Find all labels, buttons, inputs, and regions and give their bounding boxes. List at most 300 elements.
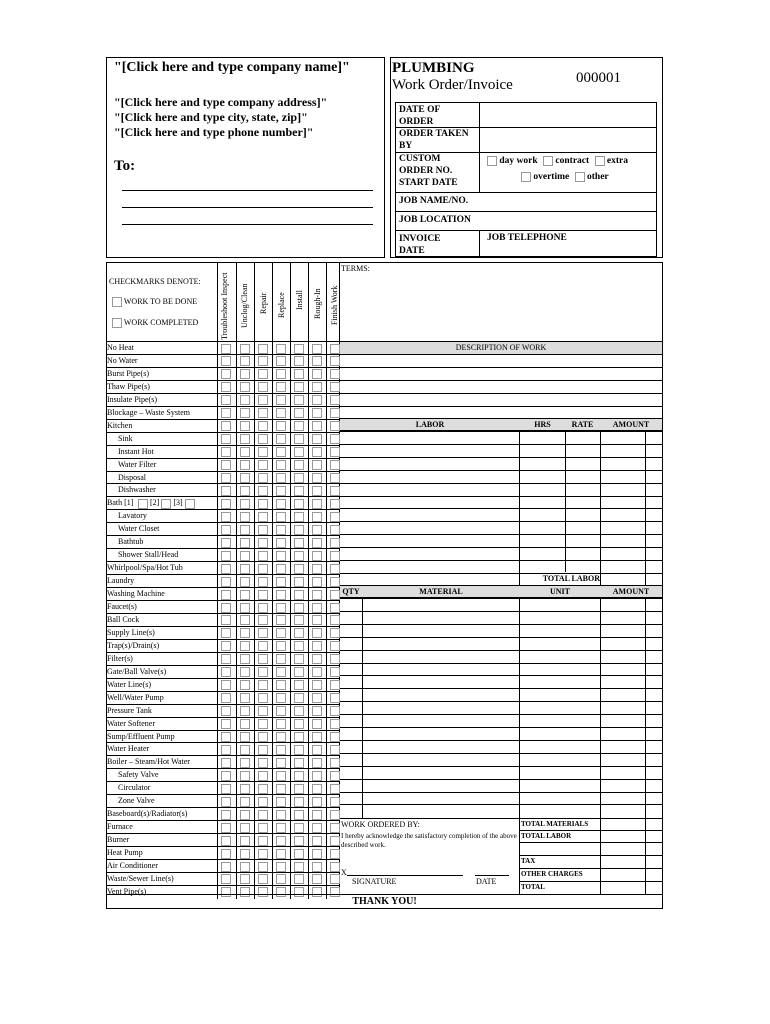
item-checkbox[interactable] — [276, 395, 286, 405]
item-checkbox[interactable] — [312, 771, 322, 781]
item-checkbox[interactable] — [294, 784, 304, 794]
item-checkbox[interactable] — [221, 810, 231, 820]
item-checkbox[interactable] — [276, 810, 286, 820]
item-checkbox[interactable] — [294, 564, 304, 574]
company-name[interactable]: "[Click here and type company name]" — [114, 60, 350, 75]
item-checkbox[interactable] — [294, 797, 304, 807]
item-checkbox[interactable] — [330, 745, 340, 755]
item-checkbox[interactable] — [294, 460, 304, 470]
item-checkbox[interactable] — [240, 680, 250, 690]
item-checkbox[interactable] — [276, 408, 286, 418]
item-checkbox[interactable] — [312, 862, 322, 872]
item-checkbox[interactable] — [294, 499, 304, 509]
bath1-checkbox[interactable] — [138, 499, 148, 509]
item-checkbox[interactable] — [240, 369, 250, 379]
item-checkbox[interactable] — [221, 395, 231, 405]
item-checkbox[interactable] — [221, 473, 231, 483]
item-checkbox[interactable] — [330, 382, 340, 392]
date-line[interactable] — [475, 875, 509, 876]
item-checkbox[interactable] — [221, 797, 231, 807]
item-checkbox[interactable] — [312, 395, 322, 405]
item-checkbox[interactable] — [221, 667, 231, 677]
item-checkbox[interactable] — [276, 538, 286, 548]
item-checkbox[interactable] — [276, 590, 286, 600]
item-checkbox[interactable] — [312, 369, 322, 379]
item-checkbox[interactable] — [330, 797, 340, 807]
item-checkbox[interactable] — [258, 810, 268, 820]
item-checkbox[interactable] — [330, 628, 340, 638]
item-checkbox[interactable] — [294, 719, 304, 729]
item-checkbox[interactable] — [276, 499, 286, 509]
item-checkbox[interactable] — [240, 525, 250, 535]
item-checkbox[interactable] — [312, 641, 322, 651]
bath2-checkbox[interactable] — [161, 499, 171, 509]
item-checkbox[interactable] — [294, 693, 304, 703]
item-checkbox[interactable] — [276, 525, 286, 535]
item-checkbox[interactable] — [276, 784, 286, 794]
item-checkbox[interactable] — [221, 732, 231, 742]
item-checkbox[interactable] — [312, 564, 322, 574]
item-checkbox[interactable] — [294, 486, 304, 496]
item-checkbox[interactable] — [221, 577, 231, 587]
item-checkbox[interactable] — [258, 356, 268, 366]
item-checkbox[interactable] — [276, 603, 286, 613]
item-checkbox[interactable] — [240, 512, 250, 522]
item-checkbox[interactable] — [330, 473, 340, 483]
item-checkbox[interactable] — [294, 395, 304, 405]
item-checkbox[interactable] — [258, 344, 268, 354]
item-checkbox[interactable] — [294, 836, 304, 846]
signature-line[interactable] — [347, 875, 463, 876]
item-checkbox[interactable] — [240, 590, 250, 600]
item-checkbox[interactable] — [276, 615, 286, 625]
item-checkbox[interactable] — [258, 564, 268, 574]
item-checkbox[interactable] — [221, 836, 231, 846]
item-checkbox[interactable] — [330, 719, 340, 729]
item-checkbox[interactable] — [221, 447, 231, 457]
item-checkbox[interactable] — [276, 862, 286, 872]
item-checkbox[interactable] — [276, 849, 286, 859]
item-checkbox[interactable] — [330, 408, 340, 418]
item-checkbox[interactable] — [258, 680, 268, 690]
item-checkbox[interactable] — [221, 512, 231, 522]
item-checkbox[interactable] — [240, 421, 250, 431]
item-checkbox[interactable] — [258, 874, 268, 884]
item-checkbox[interactable] — [312, 615, 322, 625]
item-checkbox[interactable] — [258, 577, 268, 587]
item-checkbox[interactable] — [276, 564, 286, 574]
item-checkbox[interactable] — [221, 603, 231, 613]
item-checkbox[interactable] — [276, 706, 286, 716]
item-checkbox[interactable] — [240, 706, 250, 716]
item-checkbox[interactable] — [221, 551, 231, 561]
item-checkbox[interactable] — [312, 344, 322, 354]
item-checkbox[interactable] — [240, 797, 250, 807]
item-checkbox[interactable] — [221, 823, 231, 833]
item-checkbox[interactable] — [258, 447, 268, 457]
item-checkbox[interactable] — [312, 849, 322, 859]
item-checkbox[interactable] — [240, 447, 250, 457]
item-checkbox[interactable] — [330, 784, 340, 794]
item-checkbox[interactable] — [294, 874, 304, 884]
item-checkbox[interactable] — [221, 434, 231, 444]
item-checkbox[interactable] — [221, 862, 231, 872]
item-checkbox[interactable] — [330, 369, 340, 379]
item-checkbox[interactable] — [221, 693, 231, 703]
item-checkbox[interactable] — [330, 421, 340, 431]
item-checkbox[interactable] — [276, 641, 286, 651]
item-checkbox[interactable] — [330, 590, 340, 600]
item-checkbox[interactable] — [221, 719, 231, 729]
item-checkbox[interactable] — [258, 538, 268, 548]
item-checkbox[interactable] — [294, 590, 304, 600]
item-checkbox[interactable] — [294, 823, 304, 833]
item-checkbox[interactable] — [294, 810, 304, 820]
item-checkbox[interactable] — [330, 615, 340, 625]
item-checkbox[interactable] — [258, 784, 268, 794]
item-checkbox[interactable] — [221, 356, 231, 366]
item-checkbox[interactable] — [312, 603, 322, 613]
item-checkbox[interactable] — [276, 512, 286, 522]
item-checkbox[interactable] — [276, 654, 286, 664]
item-checkbox[interactable] — [258, 382, 268, 392]
item-checkbox[interactable] — [294, 421, 304, 431]
item-checkbox[interactable] — [312, 628, 322, 638]
item-checkbox[interactable] — [330, 810, 340, 820]
item-checkbox[interactable] — [312, 512, 322, 522]
item-checkbox[interactable] — [312, 810, 322, 820]
item-checkbox[interactable] — [276, 486, 286, 496]
item-checkbox[interactable] — [221, 615, 231, 625]
item-checkbox[interactable] — [294, 771, 304, 781]
item-checkbox[interactable] — [330, 641, 340, 651]
item-checkbox[interactable] — [221, 421, 231, 431]
item-checkbox[interactable] — [330, 344, 340, 354]
item-checkbox[interactable] — [240, 499, 250, 509]
item-checkbox[interactable] — [312, 758, 322, 768]
extra-checkbox[interactable] — [595, 156, 605, 166]
item-checkbox[interactable] — [258, 499, 268, 509]
day-work-checkbox[interactable] — [487, 156, 497, 166]
item-checkbox[interactable] — [294, 434, 304, 444]
item-checkbox[interactable] — [330, 525, 340, 535]
item-checkbox[interactable] — [330, 849, 340, 859]
item-checkbox[interactable] — [312, 551, 322, 561]
item-checkbox[interactable] — [312, 577, 322, 587]
item-checkbox[interactable] — [312, 408, 322, 418]
item-checkbox[interactable] — [258, 706, 268, 716]
item-checkbox[interactable] — [240, 745, 250, 755]
item-checkbox[interactable] — [221, 628, 231, 638]
item-checkbox[interactable] — [240, 408, 250, 418]
item-checkbox[interactable] — [240, 473, 250, 483]
item-checkbox[interactable] — [312, 434, 322, 444]
item-checkbox[interactable] — [312, 797, 322, 807]
item-checkbox[interactable] — [330, 874, 340, 884]
item-checkbox[interactable] — [276, 382, 286, 392]
item-checkbox[interactable] — [294, 732, 304, 742]
item-checkbox[interactable] — [258, 395, 268, 405]
item-checkbox[interactable] — [221, 771, 231, 781]
item-checkbox[interactable] — [294, 577, 304, 587]
item-checkbox[interactable] — [294, 551, 304, 561]
item-checkbox[interactable] — [221, 486, 231, 496]
item-checkbox[interactable] — [330, 654, 340, 664]
item-checkbox[interactable] — [240, 732, 250, 742]
item-checkbox[interactable] — [240, 564, 250, 574]
company-phone[interactable]: "[Click here and type phone number]" — [114, 125, 314, 139]
item-checkbox[interactable] — [276, 680, 286, 690]
item-checkbox[interactable] — [330, 680, 340, 690]
item-checkbox[interactable] — [240, 836, 250, 846]
item-checkbox[interactable] — [276, 473, 286, 483]
item-checkbox[interactable] — [330, 434, 340, 444]
item-checkbox[interactable] — [330, 862, 340, 872]
item-checkbox[interactable] — [312, 473, 322, 483]
item-checkbox[interactable] — [312, 421, 322, 431]
item-checkbox[interactable] — [294, 447, 304, 457]
item-checkbox[interactable] — [258, 771, 268, 781]
item-checkbox[interactable] — [240, 654, 250, 664]
item-checkbox[interactable] — [221, 784, 231, 794]
item-checkbox[interactable] — [221, 344, 231, 354]
item-checkbox[interactable] — [258, 460, 268, 470]
item-checkbox[interactable] — [276, 356, 286, 366]
item-checkbox[interactable] — [258, 628, 268, 638]
item-checkbox[interactable] — [258, 603, 268, 613]
item-checkbox[interactable] — [221, 641, 231, 651]
item-checkbox[interactable] — [294, 538, 304, 548]
item-checkbox[interactable] — [240, 356, 250, 366]
item-checkbox[interactable] — [330, 538, 340, 548]
item-checkbox[interactable] — [240, 862, 250, 872]
item-checkbox[interactable] — [330, 732, 340, 742]
item-checkbox[interactable] — [221, 564, 231, 574]
item-checkbox[interactable] — [294, 654, 304, 664]
item-checkbox[interactable] — [330, 693, 340, 703]
item-checkbox[interactable] — [330, 564, 340, 574]
item-checkbox[interactable] — [258, 836, 268, 846]
item-checkbox[interactable] — [294, 512, 304, 522]
item-checkbox[interactable] — [240, 719, 250, 729]
item-checkbox[interactable] — [258, 849, 268, 859]
item-checkbox[interactable] — [276, 369, 286, 379]
item-checkbox[interactable] — [294, 745, 304, 755]
item-checkbox[interactable] — [330, 356, 340, 366]
item-checkbox[interactable] — [312, 874, 322, 884]
item-checkbox[interactable] — [240, 486, 250, 496]
item-checkbox[interactable] — [312, 499, 322, 509]
item-checkbox[interactable] — [258, 408, 268, 418]
item-checkbox[interactable] — [258, 745, 268, 755]
item-checkbox[interactable] — [294, 849, 304, 859]
item-checkbox[interactable] — [312, 693, 322, 703]
item-checkbox[interactable] — [330, 395, 340, 405]
item-checkbox[interactable] — [221, 758, 231, 768]
item-checkbox[interactable] — [330, 667, 340, 677]
item-checkbox[interactable] — [240, 577, 250, 587]
item-checkbox[interactable] — [312, 836, 322, 846]
item-checkbox[interactable] — [312, 486, 322, 496]
item-checkbox[interactable] — [258, 369, 268, 379]
item-checkbox[interactable] — [276, 460, 286, 470]
item-checkbox[interactable] — [312, 538, 322, 548]
item-checkbox[interactable] — [240, 823, 250, 833]
item-checkbox[interactable] — [294, 369, 304, 379]
item-checkbox[interactable] — [258, 641, 268, 651]
item-checkbox[interactable] — [240, 460, 250, 470]
item-checkbox[interactable] — [258, 823, 268, 833]
item-checkbox[interactable] — [312, 460, 322, 470]
item-checkbox[interactable] — [276, 667, 286, 677]
item-checkbox[interactable] — [221, 680, 231, 690]
item-checkbox[interactable] — [294, 615, 304, 625]
item-checkbox[interactable] — [240, 641, 250, 651]
item-checkbox[interactable] — [294, 356, 304, 366]
item-checkbox[interactable] — [276, 797, 286, 807]
item-checkbox[interactable] — [294, 603, 304, 613]
item-checkbox[interactable] — [221, 408, 231, 418]
item-checkbox[interactable] — [258, 525, 268, 535]
item-checkbox[interactable] — [330, 551, 340, 561]
item-checkbox[interactable] — [240, 603, 250, 613]
item-checkbox[interactable] — [276, 745, 286, 755]
item-checkbox[interactable] — [221, 382, 231, 392]
item-checkbox[interactable] — [276, 434, 286, 444]
item-checkbox[interactable] — [221, 525, 231, 535]
item-checkbox[interactable] — [240, 874, 250, 884]
item-checkbox[interactable] — [312, 382, 322, 392]
item-checkbox[interactable] — [240, 434, 250, 444]
item-checkbox[interactable] — [258, 421, 268, 431]
item-checkbox[interactable] — [276, 874, 286, 884]
item-checkbox[interactable] — [294, 641, 304, 651]
item-checkbox[interactable] — [312, 823, 322, 833]
item-checkbox[interactable] — [221, 499, 231, 509]
item-checkbox[interactable] — [258, 667, 268, 677]
item-checkbox[interactable] — [312, 745, 322, 755]
item-checkbox[interactable] — [240, 771, 250, 781]
to-line-2[interactable] — [122, 207, 373, 208]
item-checkbox[interactable] — [258, 473, 268, 483]
item-checkbox[interactable] — [221, 538, 231, 548]
item-checkbox[interactable] — [240, 551, 250, 561]
item-checkbox[interactable] — [240, 784, 250, 794]
item-checkbox[interactable] — [312, 784, 322, 794]
item-checkbox[interactable] — [276, 628, 286, 638]
item-checkbox[interactable] — [276, 758, 286, 768]
item-checkbox[interactable] — [330, 836, 340, 846]
item-checkbox[interactable] — [294, 473, 304, 483]
item-checkbox[interactable] — [221, 849, 231, 859]
item-checkbox[interactable] — [330, 603, 340, 613]
to-line-1[interactable] — [122, 190, 373, 191]
item-checkbox[interactable] — [330, 823, 340, 833]
item-checkbox[interactable] — [258, 797, 268, 807]
item-checkbox[interactable] — [276, 693, 286, 703]
item-checkbox[interactable] — [330, 706, 340, 716]
item-checkbox[interactable] — [221, 706, 231, 716]
item-checkbox[interactable] — [240, 382, 250, 392]
item-checkbox[interactable] — [294, 706, 304, 716]
item-checkbox[interactable] — [240, 395, 250, 405]
overtime-checkbox[interactable] — [521, 172, 531, 182]
item-checkbox[interactable] — [312, 525, 322, 535]
item-checkbox[interactable] — [221, 654, 231, 664]
other-checkbox[interactable] — [575, 172, 585, 182]
item-checkbox[interactable] — [312, 667, 322, 677]
item-checkbox[interactable] — [258, 486, 268, 496]
item-checkbox[interactable] — [312, 680, 322, 690]
item-checkbox[interactable] — [312, 719, 322, 729]
item-checkbox[interactable] — [258, 512, 268, 522]
item-checkbox[interactable] — [294, 408, 304, 418]
item-checkbox[interactable] — [330, 771, 340, 781]
item-checkbox[interactable] — [330, 499, 340, 509]
item-checkbox[interactable] — [330, 512, 340, 522]
item-checkbox[interactable] — [312, 654, 322, 664]
item-checkbox[interactable] — [330, 447, 340, 457]
item-checkbox[interactable] — [258, 693, 268, 703]
item-checkbox[interactable] — [240, 667, 250, 677]
item-checkbox[interactable] — [221, 590, 231, 600]
item-checkbox[interactable] — [330, 460, 340, 470]
item-checkbox[interactable] — [312, 356, 322, 366]
item-checkbox[interactable] — [258, 434, 268, 444]
item-checkbox[interactable] — [240, 693, 250, 703]
item-checkbox[interactable] — [276, 836, 286, 846]
item-checkbox[interactable] — [294, 862, 304, 872]
item-checkbox[interactable] — [294, 667, 304, 677]
item-checkbox[interactable] — [276, 719, 286, 729]
item-checkbox[interactable] — [240, 615, 250, 625]
item-checkbox[interactable] — [276, 577, 286, 587]
item-checkbox[interactable] — [276, 732, 286, 742]
item-checkbox[interactable] — [330, 577, 340, 587]
item-checkbox[interactable] — [258, 732, 268, 742]
item-checkbox[interactable] — [330, 758, 340, 768]
item-checkbox[interactable] — [258, 551, 268, 561]
item-checkbox[interactable] — [312, 447, 322, 457]
bath3-checkbox[interactable] — [185, 499, 195, 509]
company-address[interactable]: "[Click here and type company address]" — [114, 95, 328, 109]
item-checkbox[interactable] — [221, 874, 231, 884]
item-checkbox[interactable] — [258, 615, 268, 625]
to-line-3[interactable] — [122, 224, 373, 225]
item-checkbox[interactable] — [312, 732, 322, 742]
item-checkbox[interactable] — [221, 460, 231, 470]
item-checkbox[interactable] — [240, 628, 250, 638]
item-checkbox[interactable] — [240, 538, 250, 548]
item-checkbox[interactable] — [240, 344, 250, 354]
item-checkbox[interactable] — [276, 551, 286, 561]
item-checkbox[interactable] — [221, 745, 231, 755]
item-checkbox[interactable] — [240, 758, 250, 768]
item-checkbox[interactable] — [276, 447, 286, 457]
item-checkbox[interactable] — [294, 344, 304, 354]
item-checkbox[interactable] — [294, 680, 304, 690]
item-checkbox[interactable] — [258, 862, 268, 872]
item-checkbox[interactable] — [294, 758, 304, 768]
item-checkbox[interactable] — [276, 421, 286, 431]
item-checkbox[interactable] — [276, 344, 286, 354]
contract-checkbox[interactable] — [543, 156, 553, 166]
company-city[interactable]: "[Click here and type city, state, zip]" — [114, 110, 308, 124]
item-checkbox[interactable] — [258, 654, 268, 664]
item-checkbox[interactable] — [294, 382, 304, 392]
item-checkbox[interactable] — [221, 369, 231, 379]
item-checkbox[interactable] — [330, 486, 340, 496]
